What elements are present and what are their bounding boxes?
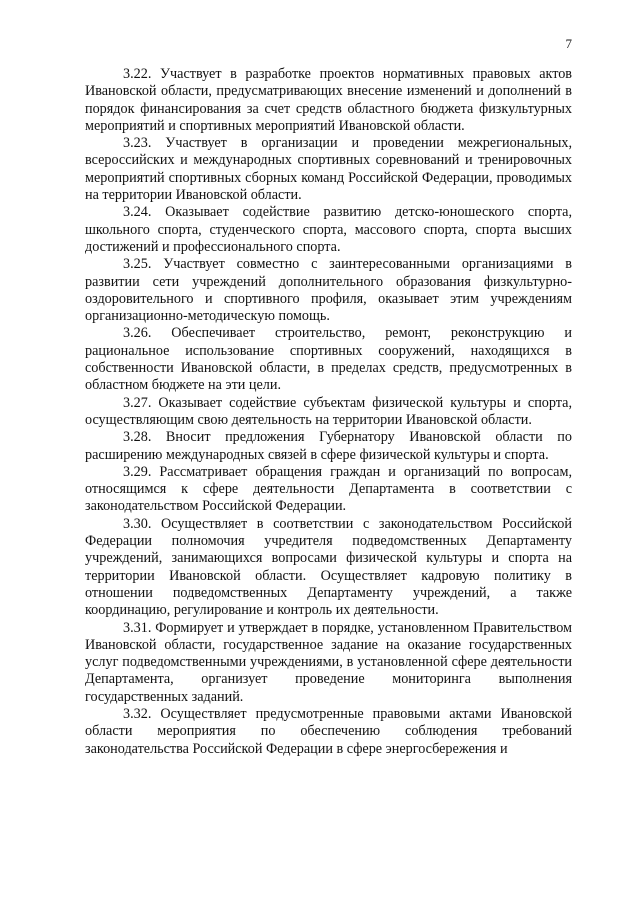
paragraph-3-23: 3.23. Участвует в организации и проведении межрегиональных, всероссийских и международных спортивных соревнований и тренировочных мероприятий спортивных сборных команд Российской Федерации, проводимых на территории Ивановской области.	[85, 135, 572, 204]
paragraph-3-30: 3.30. Осуществляет в соответствии с законодательством Российской Федерации полномочия учредителя подведомственных Департаменту учреждений, занимающихся вопросами физической культуры и спорта на территории Ивановской области. Осуществляет кадровую политику в отношении подведомственных Департаменту учреждений, а также координацию, регулирование и контроль их деятельности.	[85, 515, 572, 619]
paragraph-3-28: 3.28. Вносит предложения Губернатору Ивановской области по расширению международных связей в сфере физической культуры и спорта.	[85, 429, 572, 463]
paragraph-3-29: 3.29. Рассматривает обращения граждан и организаций по вопросам, относящимся к сфере деятельности Департамента в соответствии с законодательством Российской Федерации.	[85, 463, 572, 515]
paragraph-3-25: 3.25. Участвует совместно с заинтересованными организациями в развитии сети учреждений дополнительного образования физкультурно-оздоровительного и спортивного профиля, оказывает этим учреждениям организационно-методическую помощь.	[85, 256, 572, 325]
paragraph-3-32: 3.32. Осуществляет предусмотренные правовыми актами Ивановской области мероприятия по обеспечению соблюдения требований законодательства Российской Федерации в сфере энергосбережения и	[85, 705, 572, 757]
paragraph-3-26: 3.26. Обеспечивает строительство, ремонт, реконструкцию и рациональное использование спортивных сооружений, находящихся в собственности Ивановской области, в пределах средств, предусмотренных в областном бюджете на эти цели.	[85, 325, 572, 394]
paragraph-3-22: 3.22. Участвует в разработке проектов нормативных правовых актов Ивановской области, предусматривающих внесение изменений и дополнений в порядок финансирования за счет средств областного бюджета физкультурных мероприятий и спортивных мероприятий Ивановской области.	[85, 66, 572, 134]
paragraph-3-24: 3.24. Оказывает содействие развитию детско-юношеского спорта, школьного спорта, студенческого спорта, массового спорта, спорта высших достижений и профессионального спорта.	[85, 204, 572, 255]
page-number: 7	[565, 36, 572, 51]
paragraph-3-27: 3.27. Оказывает содействие субъектам физической культуры и спорта, осуществляющим свою деятельность на территории Ивановской области.	[85, 394, 572, 428]
paragraph-3-31: 3.31. Формирует и утверждает в порядке, установленном Правительством Ивановской области, государственное задание на оказание государственных услуг подведомственными учреждениями, в установленной сфере деятельности Департамента, организует проведение мониторинга выполнения государственных заданий.	[85, 619, 572, 705]
document-body	[85, 66, 572, 758]
